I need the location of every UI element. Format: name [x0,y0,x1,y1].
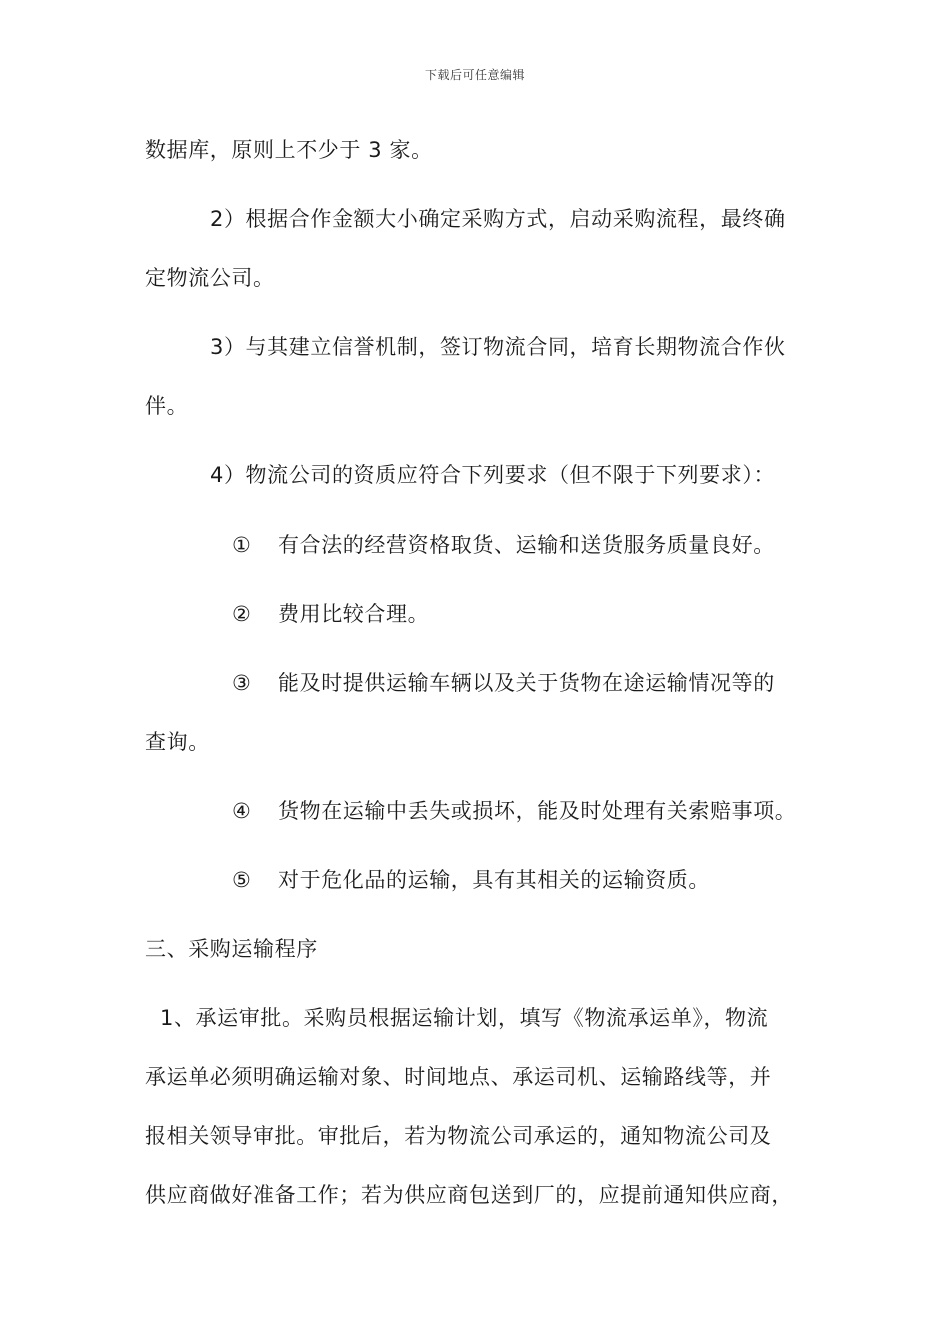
paragraph-line: 定物流公司。 [145,266,275,290]
paragraph-line: 报相关领导审批。审批后，若为物流公司承运的，通知物流公司及 [145,1124,772,1148]
list-item [232,599,429,629]
list-item-text: 对于危化品的运输，具有其相关的运输资质。 [278,868,710,892]
page-header: 下载后可任意编辑 [424,68,525,82]
paragraph-line: 供应商做好准备工作；若为供应商包送到厂的，应提前通知供应商， [145,1183,793,1207]
list-item-text: 货物在运输中丢失或损坏，能及时处理有关索赔事项。 [278,799,797,823]
list-item [232,668,775,698]
list-item-number: ⑤ [232,868,252,892]
paragraph-line: 查询。 [145,730,210,754]
list-item [232,865,710,895]
paragraph-line: 3）与其建立信誉机制，签订物流合同，培育长期物流合作伙 [210,335,786,359]
list-item-text: 能及时提供运输车辆以及关于货物在途运输情况等的 [278,671,775,695]
paragraph-line: 伴。 [145,394,189,418]
list-item-number: ② [232,602,252,626]
list-item-text: 有合法的经营资格取货、运输和送货服务质量良好。 [278,533,775,557]
list-item-number: ① [232,533,252,557]
list-item-text: 费用比较合理。 [278,602,430,626]
paragraph-line: 2）根据合作金额大小确定采购方式，启动采购流程，最终确 [210,207,786,231]
paragraph-line: 承运单必须明确运输对象、时间地点、承运司机、运输路线等，并 [145,1065,772,1089]
paragraph-line: 4）物流公司的资质应符合下列要求（但不限于下列要求）： [210,463,776,487]
paragraph-line: 数据库，原则上不少于 3 家。 [145,138,433,162]
section-heading: 三、采购运输程序 [145,937,318,961]
paragraph-line: 1、承运审批。采购员根据运输计划，填写《物流承运单》，物流 [160,1006,769,1030]
list-item [232,796,796,826]
list-item [232,530,775,560]
list-item-number: ③ [232,671,252,695]
list-item-number: ④ [232,799,252,823]
